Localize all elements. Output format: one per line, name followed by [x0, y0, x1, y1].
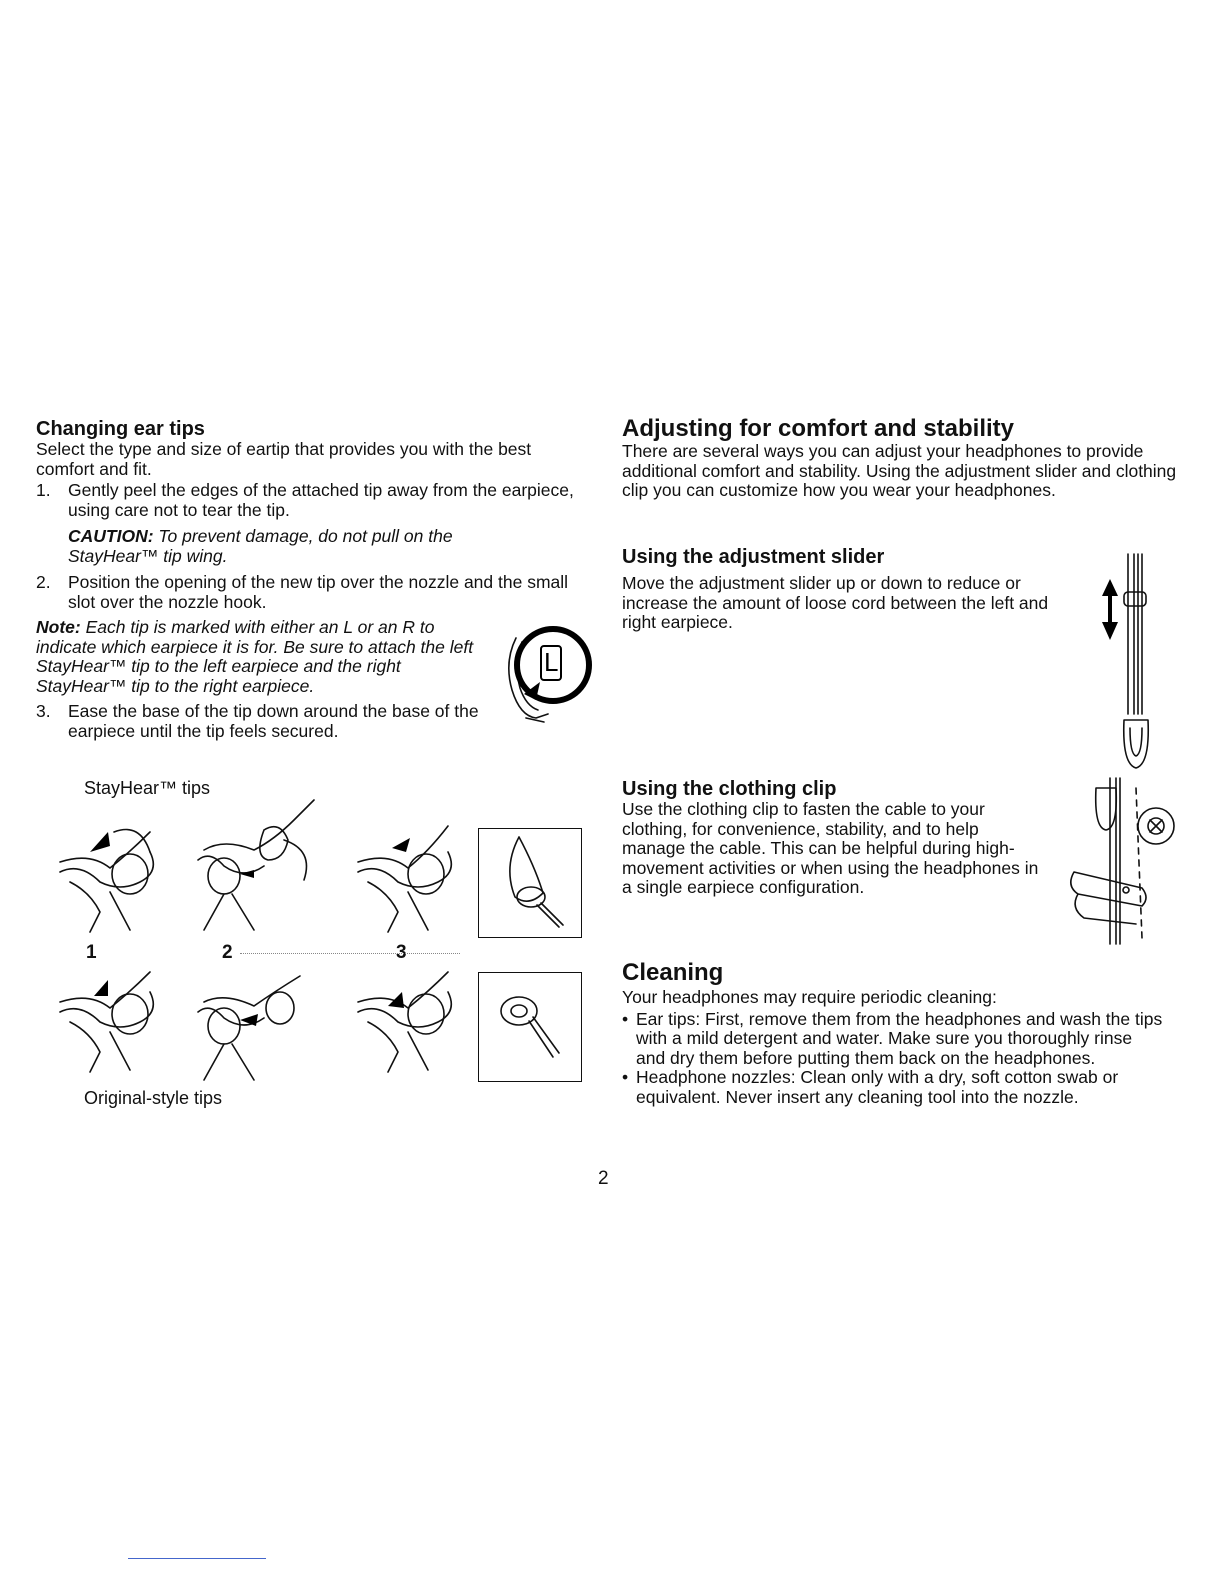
stayhear-result-box [478, 828, 582, 938]
section-title-adjusting: Adjusting for comfort and stability [622, 415, 1015, 442]
adjusting-intro: There are several ways you can adjust your headphones to provide additional comfort and stability. Using the adjustment slider and clothing clip you can customize how you wear your headphones. [622, 441, 1177, 500]
fig-label-original: Original-style tips [84, 1088, 223, 1108]
tip-marker-letter: L [544, 647, 559, 677]
note-label: Note: [36, 617, 81, 637]
original-tip-icon [489, 987, 569, 1067]
step-3-number: 3. [36, 701, 51, 721]
original-result-box [478, 972, 582, 1082]
adjustment-slider-illustration [1096, 244, 1166, 774]
fig-label-stayhear: StayHear™ tips [84, 778, 211, 798]
step-3 [36, 702, 488, 741]
clip-text: Use the clothing clip to fasten the cable to your clothing, for convenience, stability, and to help manage the cable. This can be helpful during high-movement activities or when using the headphones in a single earpiece configuration. [622, 799, 1039, 897]
page-number: 2 [598, 1168, 609, 1189]
section-title-cleaning: Cleaning [622, 959, 724, 986]
fig-step-2: 2 [222, 942, 233, 963]
cleaning-bullet-nozzles [622, 1068, 1182, 1107]
caution-text: To prevent damage, do not pull on the StayHear™ tip wing. [68, 526, 453, 566]
slider-section [622, 546, 1062, 633]
note [36, 618, 476, 696]
step-3-text: Ease the base of the tip down around the base of the earpiece until the tip feels secured. [68, 701, 479, 741]
step-1 [36, 481, 588, 520]
tip-marker-illustration [496, 622, 596, 722]
cleaning-bullet-text: Ear tips: First, remove them from the headphones and wash the tips with a mild detergent and water. Make sure you thoroughly rinse and dry them before putting them back on the headphones. [636, 1008, 1163, 1068]
fig-dotted-line [240, 953, 460, 954]
cleaning-intro: Your headphones may require periodic cleaning: [622, 987, 997, 1007]
caution-label: CAUTION: [68, 526, 154, 546]
section-title-clip: Using the clothing clip [622, 778, 837, 800]
slider-text: Move the adjustment slider up or down to reduce or increase the amount of loose cord between the left and right earpiece. [622, 573, 1049, 632]
clothing-clip-illustration [1066, 778, 1186, 948]
step-1-text: Gently peel the edges of the attached tip away from the earpiece, using care not to tear the tip. [68, 480, 574, 520]
cleaning-section [622, 960, 1182, 1107]
fig-step-3: 3 [396, 942, 407, 963]
clip-section [622, 778, 1042, 898]
stayhear-tip-icon [489, 837, 569, 927]
stayhear-step-3-illustration [348, 812, 468, 932]
fig-step-1: 1 [86, 942, 97, 963]
original-step-3-illustration [348, 962, 468, 1082]
section-title-slider: Using the adjustment slider [622, 546, 885, 568]
changing-intro: Select the type and size of eartip that provides you with the best comfort and fit. [36, 439, 532, 479]
bullet-mark: • [622, 1067, 629, 1087]
step-2 [36, 573, 588, 612]
step-2-text: Position the opening of the new tip over the nozzle and the small slot over the nozzle hook. [68, 572, 569, 612]
note-text: Each tip is marked with either an L or an R to indicate which earpiece it is for. Be sure to attach the left StayHear™ tip to the left earpiece and the right StayHear™ tip to the right earpiece. [36, 617, 474, 696]
step-1-number: 1. [36, 480, 51, 500]
stayhear-step-2-illustration [184, 800, 324, 930]
original-step-2-illustration [184, 962, 324, 1082]
bullet-mark: • [622, 1008, 629, 1029]
original-step-1-illustration [50, 962, 170, 1082]
footnote-rule [128, 1558, 266, 1559]
cleaning-bullet-ear-tips [622, 1010, 1166, 1069]
caution [36, 527, 588, 566]
stayhear-step-1-illustration [50, 812, 170, 932]
section-title-changing-ear-tips: Changing ear tips [36, 418, 205, 440]
step-2-number: 2. [36, 572, 51, 592]
cleaning-bullet-text: Headphone nozzles: Clean only with a dry, soft cotton swab or equivalent. Never insert any cleaning tool into the nozzle. [636, 1067, 1119, 1107]
